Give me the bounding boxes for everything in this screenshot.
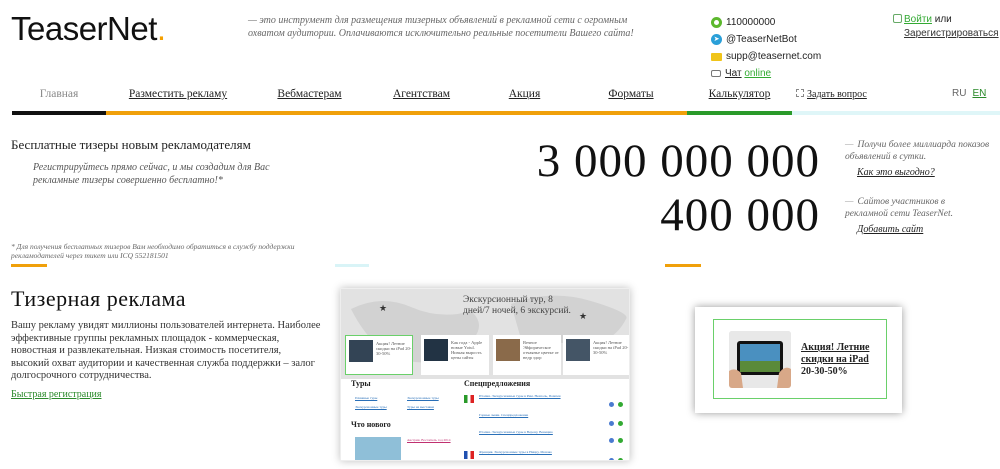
news-heading: Что нового (351, 420, 391, 429)
news-thumb (355, 437, 401, 461)
login-link[interactable]: Войти (904, 14, 932, 25)
nav-advertise[interactable]: Разместить рекламу (106, 85, 250, 115)
impressions-count: 3 000 000 000 (536, 135, 820, 187)
logo-dot: . (156, 10, 166, 47)
banner-text[interactable]: Акция! Летние скидки на iPad 20-30-50% (801, 342, 870, 377)
promo-note: * Для получения бесплатных тизеров Вам необходимо обратиться в службу поддержки рекламодателей через тикет или ICQ 552181501 (11, 242, 295, 260)
section-text: Вашу рекламу увидят миллионы пользователей интернета. Наиболее эффективные группы рекламных площадок - коммерческая, новостная и развлекательная. Низкая стоимость посетителя, высокий охват аудитории и качественная служба поддержки – залог долгосрочного сотрудничества. (11, 320, 321, 381)
mini-ad-1[interactable]: Акция! Летние скидки на iPad 20-30-50% (345, 335, 413, 375)
example-site-screenshot (340, 288, 630, 461)
special-buttons (609, 430, 623, 448)
special-buttons (609, 450, 623, 461)
divider-accent (335, 264, 369, 267)
italy-flag-icon (464, 395, 474, 403)
icq-icon (711, 17, 722, 28)
lang-en[interactable]: EN (972, 88, 987, 99)
promo-subtitle: Регистрируйтесь прямо сейчас, и мы создадим для Вас рекламные тизеры совершенно бесплатно!* (33, 162, 270, 186)
svg-text:★: ★ (579, 311, 588, 321)
special-link[interactable]: Горные лыжи. Спецпредложение (479, 413, 529, 417)
tour-link[interactable]: Туры на выставки (407, 405, 434, 409)
nav-agencies[interactable]: Агентствам (369, 85, 474, 115)
lang-ru[interactable]: RU (952, 88, 967, 99)
tours-heading: Туры (351, 379, 371, 388)
nav-home[interactable]: Главная (12, 85, 106, 115)
login-icon (893, 14, 902, 23)
special-link[interactable]: Италия. Экскурсионные туры в Рим. Неаполь, Помпеи (479, 394, 561, 398)
chat-icon (711, 70, 721, 77)
sites-info: — Сайтов участников в рекламной сети TeaserNet. Добавить сайт (845, 196, 990, 236)
mini-ad-3[interactable]: Вечное Эйфорическое отчаянье цветке от недр здор (493, 335, 561, 375)
impressions-info: — Получи более миллиарда показов объявлений в сутки. Как это выгодно? (845, 140, 990, 178)
news-link[interactable]: Австрия. Восхитель год 2014 (407, 438, 451, 442)
stats-underline (665, 264, 701, 267)
special-buttons (609, 394, 623, 412)
mini-ad-4[interactable]: Акция! Летние скидки на iPad 20-30-50% (563, 335, 630, 375)
telegram-icon: ➤ (711, 34, 722, 45)
contact-icq: 110000000 (711, 14, 821, 31)
contact-email[interactable]: supp@teasernet.com (711, 48, 821, 65)
auth-links: Войти или Зарегистрироваться (893, 14, 999, 39)
nav-calculator[interactable]: Калькулятор (687, 85, 792, 115)
how-profitable-link[interactable]: Как это выгодно? (857, 167, 935, 178)
quick-register-link[interactable]: Быстрая регистрация (11, 389, 102, 400)
tagline: — это инструмент для размещения тизерных объявлений в рекламной сети с огромным охватом аудитории. Оплачиваются исключительно реальные посетители Вашего сайта! (248, 15, 634, 39)
banner-frame (713, 319, 887, 399)
mini-ad-2[interactable]: Как года - Apple новые Yotul. Низкая вырость цены сайты (421, 335, 489, 375)
promo-underline (11, 264, 47, 267)
lang-underline (792, 111, 1000, 115)
logo[interactable]: TeaserNet. (11, 10, 166, 47)
contacts (711, 14, 821, 82)
nav-promo[interactable]: Акция (474, 85, 575, 115)
tour-link[interactable]: Пляжные туры (355, 396, 378, 400)
sites-count: 400 000 (660, 189, 820, 241)
france-flag-icon (464, 451, 474, 459)
svg-text:★: ★ (379, 303, 388, 313)
section-title: Тизерная реклама (11, 286, 187, 311)
ipad-image (729, 331, 791, 388)
special-link[interactable]: Франция. Экскурсионные туры в Ниццу, Монако (479, 450, 552, 454)
contact-chat[interactable]: Чат online (711, 65, 821, 82)
promo-title: Бесплатные тизеры новым рекламодателям (11, 137, 251, 152)
nav-webmasters[interactable]: Вебмастерам (250, 85, 369, 115)
special-buttons (609, 413, 623, 431)
mail-icon (711, 53, 722, 61)
specials-heading: Спецпредложения (464, 379, 531, 388)
ipad-promo-banner[interactable] (695, 307, 902, 413)
tour-link[interactable]: Экскурсионные туры (407, 396, 439, 400)
add-site-link[interactable]: Добавить сайт (857, 224, 924, 235)
nav-ask-question[interactable]: Задать вопрос (792, 85, 882, 115)
contact-telegram[interactable]: ➤ @TeaserNetBot (711, 31, 821, 48)
tour-title: Экскурсионный тур, 8 дней/7 ночей, 6 экскурсий. (463, 295, 571, 316)
register-link[interactable]: Зарегистрироваться (904, 28, 999, 39)
nav-formats[interactable]: Форматы (575, 85, 687, 115)
main-nav (12, 85, 792, 115)
language-switch (952, 88, 986, 99)
question-icon (796, 89, 804, 97)
tour-link[interactable]: Экскурсионные туры (355, 405, 387, 409)
chat-status[interactable]: online (744, 68, 772, 79)
special-link[interactable]: Италия. Экскурсионные туры в Верону, Венецию (479, 430, 553, 434)
